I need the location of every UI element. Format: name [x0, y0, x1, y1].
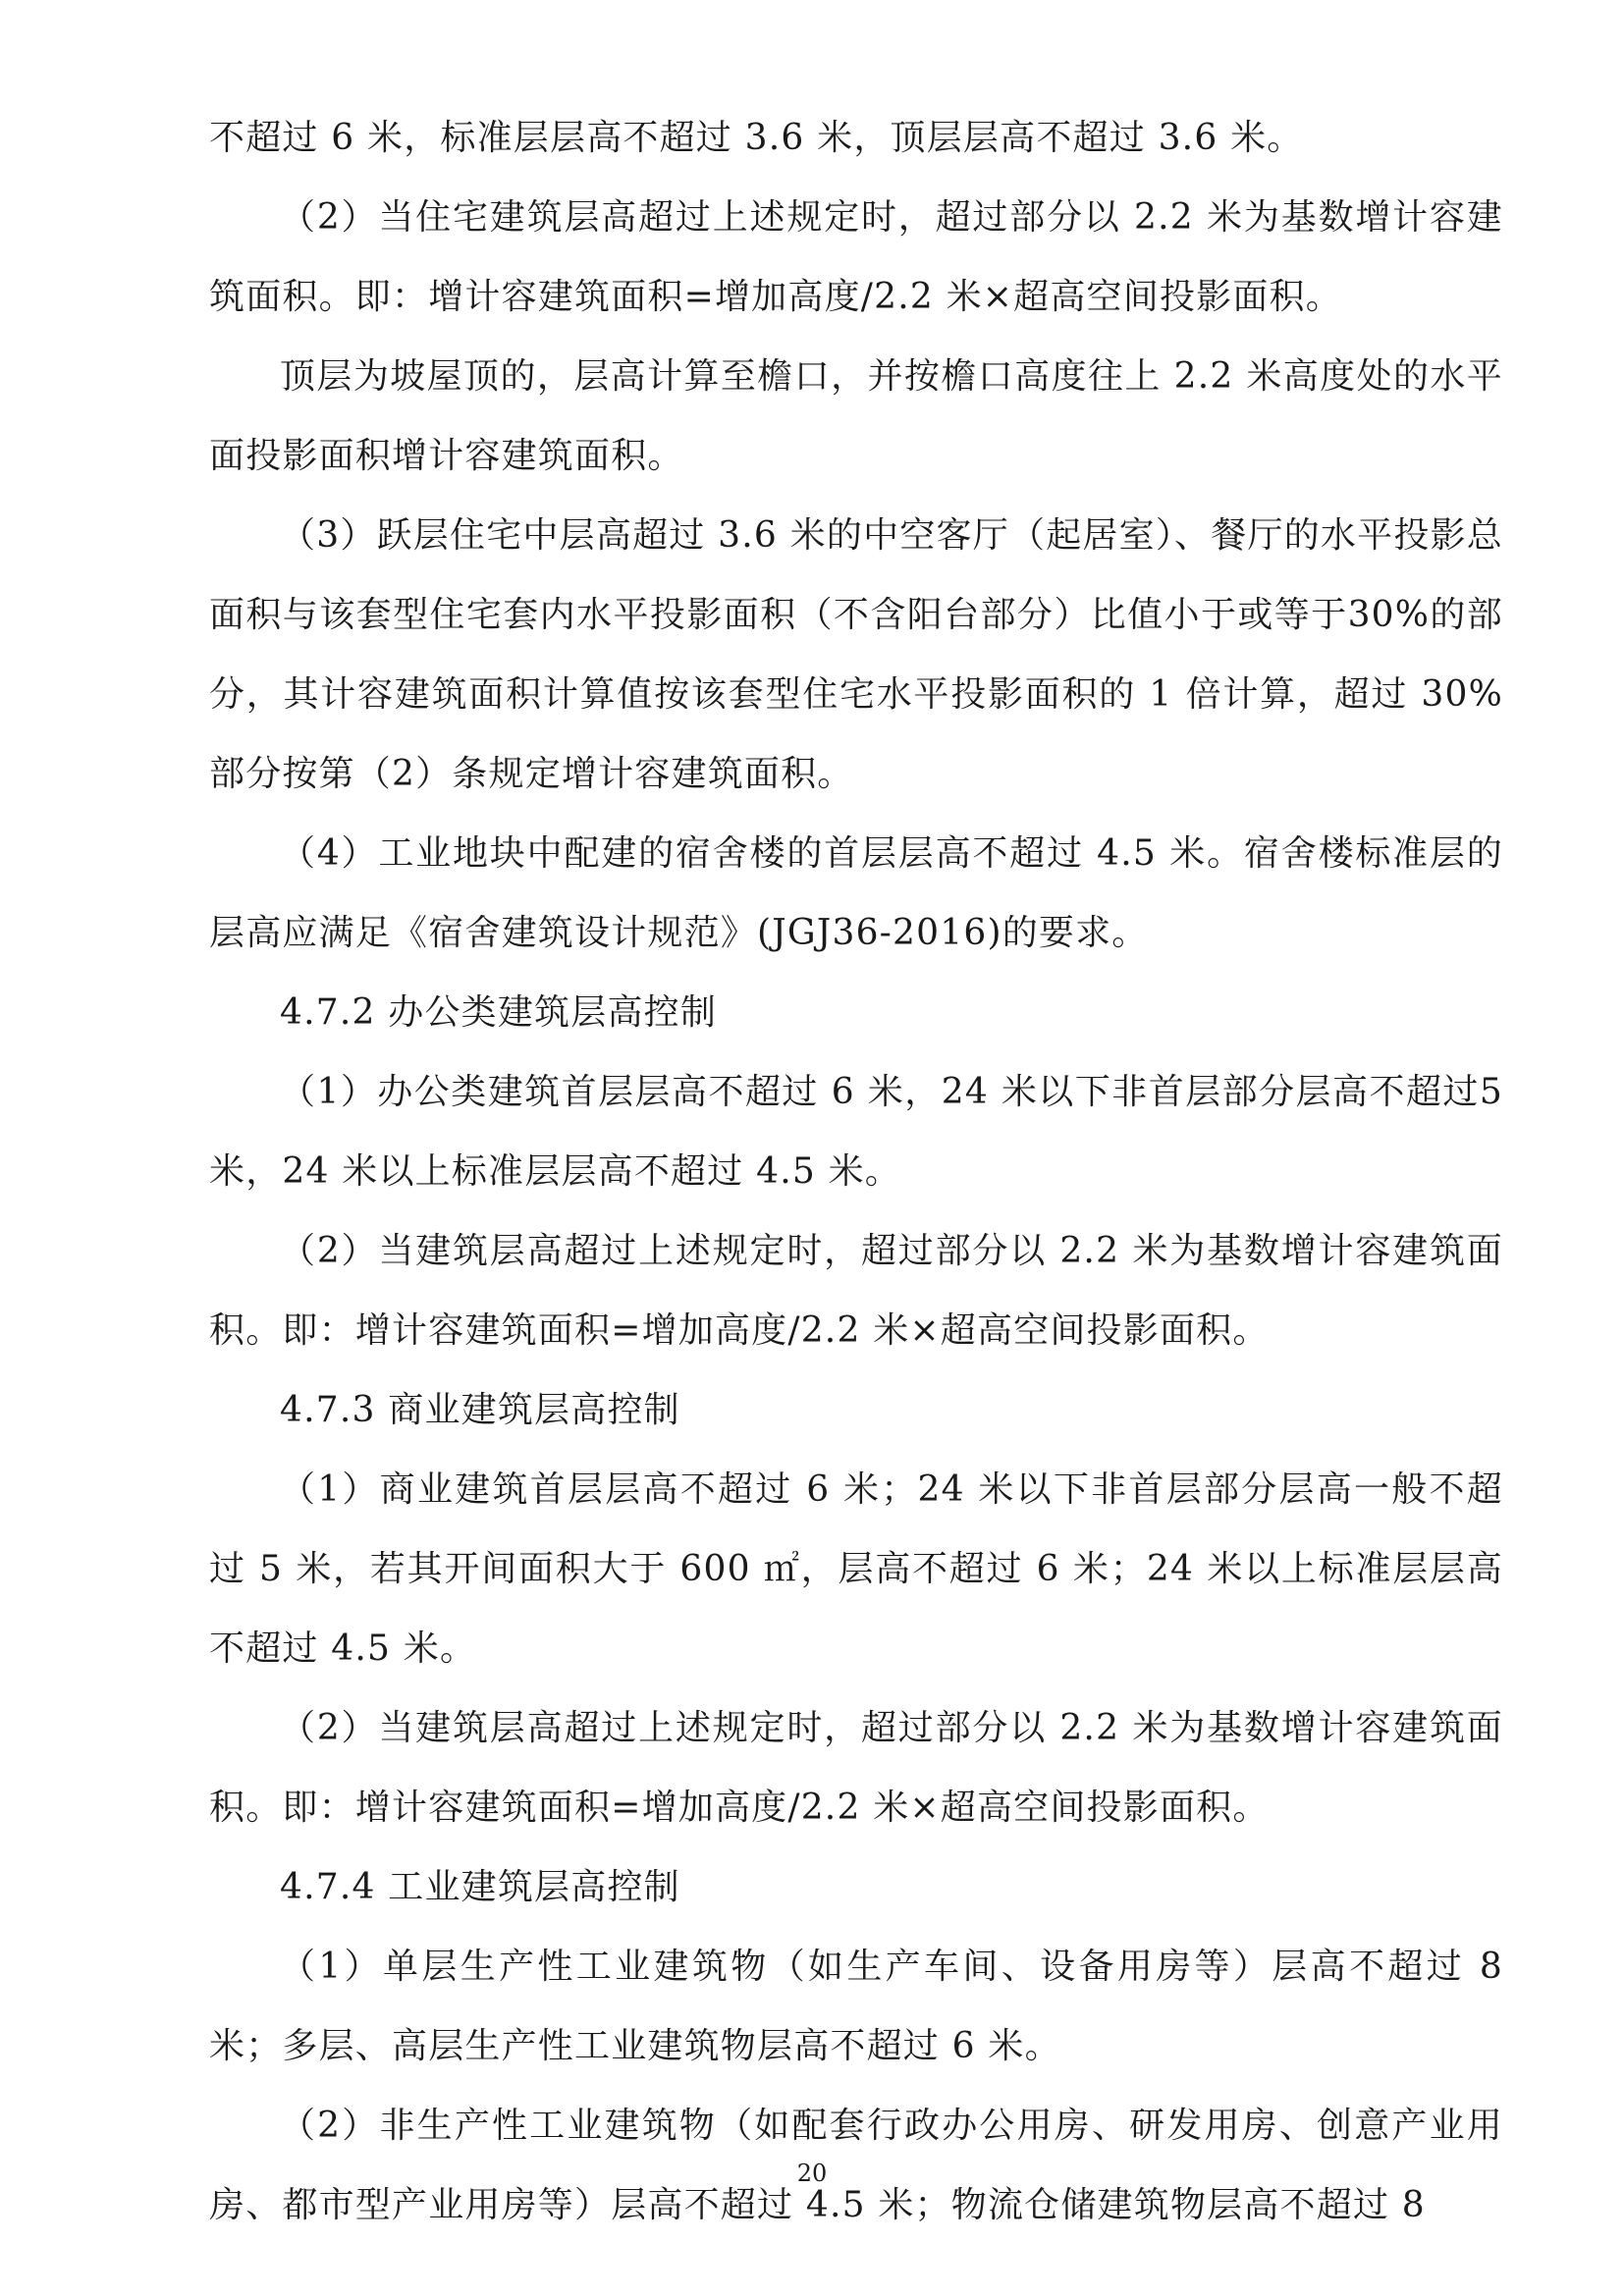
- page-number: 20: [796, 2160, 828, 2187]
- paragraph-residential-clause-2: （2）当住宅建筑层高超过上述规定时，超过部分以 2.2 米为基数增计容建筑面积。即：增计容建筑面积=增加高度/2.2 米×超高空间投影面积。: [209, 197, 1503, 317]
- section-heading-industrial: 4.7.4 工业建筑层高控制: [280, 1867, 680, 1907]
- paragraph-commercial-clause-1: （1）商业建筑首层层高不超过 6 米；24 米以下非首层部分层高一般不超过 5 米，若其开间面积大于 600 ㎡，层高不超过 6 米；24 米以上标准层层高不超过 4.5 米。: [209, 1469, 1503, 1669]
- section-heading-commercial: 4.7.3 商业建筑层高控制: [280, 1390, 680, 1430]
- paragraph-commercial-clause-2: （2）当建筑层高超过上述规定时，超过部分以 2.2 米为基数增计容建筑面积。即：增计容建筑面积=增加高度/2.2 米×超高空间投影面积。: [209, 1708, 1503, 1828]
- paragraph-office-clause-1: （1）办公类建筑首层层高不超过 6 米，24 米以下非首层部分层高不超过5 米，24 米以上标准层层高不超过 4.5 米。: [209, 1072, 1503, 1192]
- paragraph-sloped-roof: 顶层为坡屋顶的，层高计算至檐口，并按檐口高度往上 2.2 米高度处的水平面投影面积增计容建筑面积。: [209, 356, 1503, 476]
- paragraph-industrial-clause-1: （1）单层生产性工业建筑物（如生产车间、设备用房等）层高不超过 8米；多层、高层生产性工业建筑物层高不超过 6 米。: [209, 1947, 1503, 2066]
- paragraph-continuation: 不超过 6 米，标准层层高不超过 3.6 米，顶层层高不超过 3.6 米。: [209, 118, 1304, 158]
- section-heading-office: 4.7.2 办公类建筑层高控制: [280, 992, 718, 1033]
- paragraph-industrial-clause-2: （2）非生产性工业建筑物（如配套行政办公用房、研发用房、创意产业用房、都市型产业用房等）层高不超过 4.5 米；物流仓储建筑物层高不超过 8: [209, 2106, 1503, 2225]
- document-body: [209, 98, 1503, 2245]
- paragraph-residential-clause-3: （3）跃层住宅中层高超过 3.6 米的中空客厅（起居室）、餐厅的水平投影总面积与该套型住宅套内水平投影面积（不含阳台部分）比值小于或等于30%的部分，其计容建筑面积计算值按该套型住宅水平投影面积的 1 倍计算，超过 30%部分按第（2）条规定增计容建筑面积。: [209, 515, 1503, 794]
- paragraph-office-clause-2: （2）当建筑层高超过上述规定时，超过部分以 2.2 米为基数增计容建筑面积。即：增计容建筑面积=增加高度/2.2 米×超高空间投影面积。: [209, 1231, 1503, 1351]
- paragraph-residential-clause-4: （4）工业地块中配建的宿舍楼的首层层高不超过 4.5 米。宿舍楼标准层的层高应满足《宿舍建筑设计规范》(JGJ36-2016)的要求。: [209, 833, 1503, 953]
